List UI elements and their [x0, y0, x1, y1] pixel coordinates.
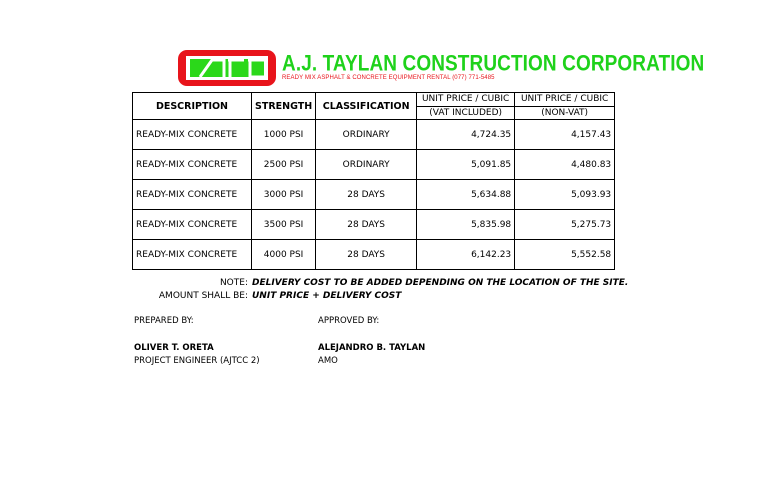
- cell-price-nonvat: 5,552.58: [515, 240, 615, 270]
- cell-strength: 2500 PSI: [252, 150, 316, 180]
- cell-strength: 3000 PSI: [252, 180, 316, 210]
- note-text: DELIVERY COST TO BE ADDED DEPENDING ON THE LOCATION OF THE SITE.: [252, 278, 629, 288]
- company-tagline: READY MIX ASPHALT & CONCRETE EQUIPMENT RENTAL (077) 771-5485: [282, 75, 495, 81]
- approved-by-name: ALEJANDRO B. TAYLAN: [318, 343, 426, 353]
- table-row: [133, 180, 615, 210]
- company-logo: [178, 50, 276, 86]
- cell-description: READY-MIX CONCRETE: [133, 210, 252, 240]
- logo-monogram-icon: [178, 50, 276, 86]
- cell-price-vat: 4,724.35: [417, 120, 515, 150]
- header-strength: STRENGTH: [252, 93, 316, 120]
- cell-price-vat: 5,835.98: [417, 210, 515, 240]
- approved-by-label: APPROVED BY:: [318, 316, 380, 326]
- table-row: [133, 150, 615, 180]
- cell-description: READY-MIX CONCRETE: [133, 150, 252, 180]
- cell-description: READY-MIX CONCRETE: [133, 120, 252, 150]
- cell-classification: ORDINARY: [316, 150, 417, 180]
- header-non-vat: (NON-VAT): [515, 106, 615, 120]
- table-row: [133, 240, 615, 270]
- cell-price-vat: 6,142.23: [417, 240, 515, 270]
- cell-description: READY-MIX CONCRETE: [133, 240, 252, 270]
- prepared-by-title: PROJECT ENGINEER (AJTCC 2): [134, 356, 260, 366]
- price-table: [132, 92, 615, 270]
- cell-strength: 4000 PSI: [252, 240, 316, 270]
- cell-price-vat: 5,091.85: [417, 150, 515, 180]
- company-name: A.J. TAYLAN CONSTRUCTION CORPORATION: [282, 52, 705, 77]
- table-row: [133, 120, 615, 150]
- cell-price-nonvat: 4,157.43: [515, 120, 615, 150]
- header-classification: CLASSIFICATION: [316, 93, 417, 120]
- cell-price-nonvat: 5,093.93: [515, 180, 615, 210]
- note-label: NOTE:: [219, 278, 248, 288]
- cell-classification: 28 DAYS: [316, 240, 417, 270]
- cell-description: READY-MIX CONCRETE: [133, 180, 252, 210]
- cell-price-nonvat: 4,480.83: [515, 150, 615, 180]
- header-description: DESCRIPTION: [133, 93, 252, 120]
- table-row: [133, 210, 615, 240]
- cell-strength: 3500 PSI: [252, 210, 316, 240]
- table-header-row: [133, 93, 615, 107]
- approved-by-title: AMO: [318, 356, 338, 366]
- cell-price-nonvat: 5,275.73: [515, 210, 615, 240]
- cell-classification: 28 DAYS: [316, 210, 417, 240]
- letterhead: [178, 50, 705, 88]
- prepared-by-label: PREPARED BY:: [134, 316, 194, 326]
- header-unit-price-nonvat: UNIT PRICE / CUBIC: [515, 93, 615, 107]
- header-unit-price-vat: UNIT PRICE / CUBIC: [417, 93, 515, 107]
- cell-strength: 1000 PSI: [252, 120, 316, 150]
- prepared-by-name: OLIVER T. ORETA: [134, 343, 214, 353]
- amount-text: UNIT PRICE + DELIVERY COST: [252, 291, 402, 301]
- header-vat-included: (VAT INCLUDED): [417, 106, 515, 120]
- cell-classification: 28 DAYS: [316, 180, 417, 210]
- cell-price-vat: 5,634.88: [417, 180, 515, 210]
- amount-label: AMOUNT SHALL BE:: [158, 291, 248, 301]
- cell-classification: ORDINARY: [316, 120, 417, 150]
